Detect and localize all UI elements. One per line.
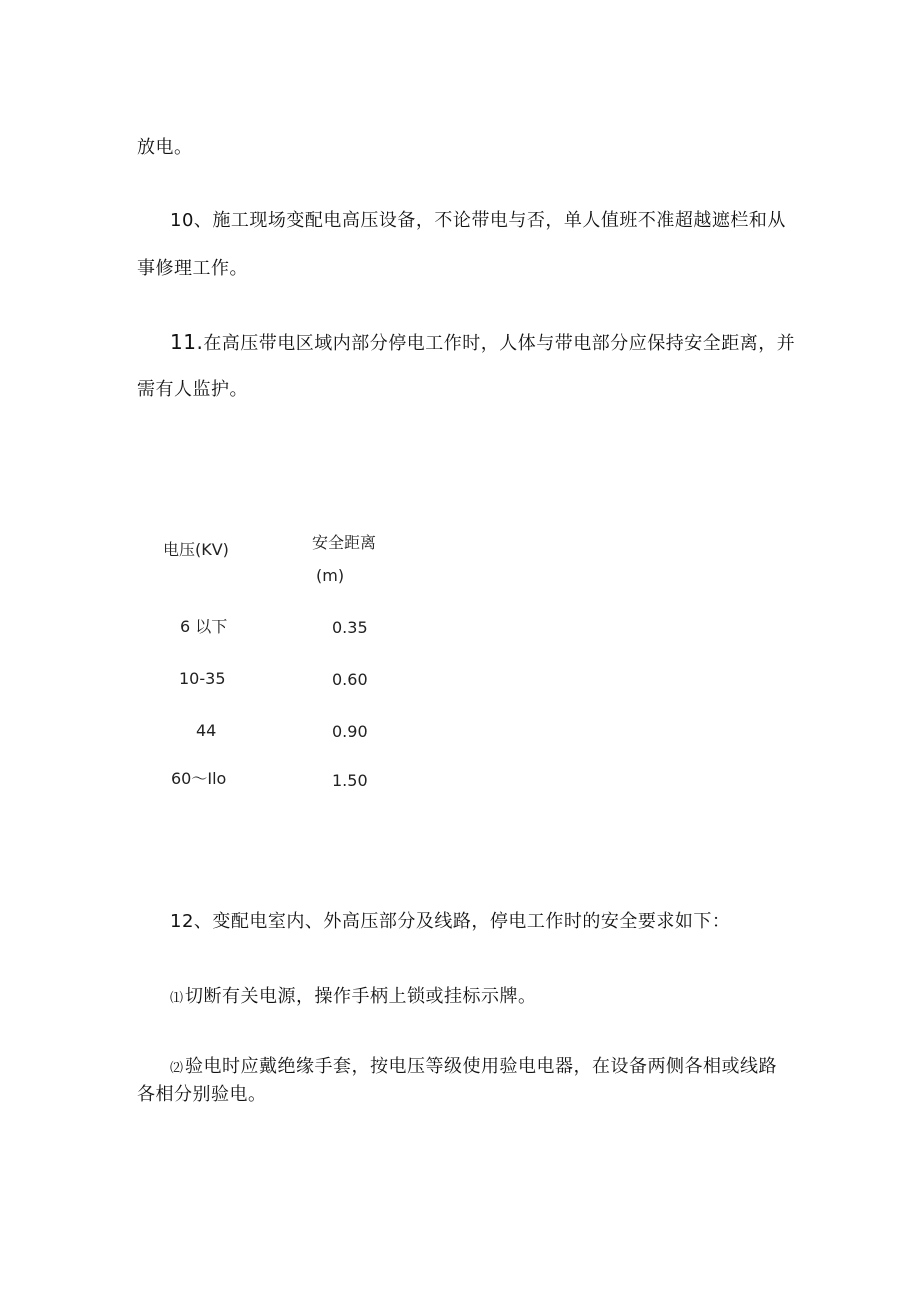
section-12-item-1 (170, 988, 537, 1006)
table-header-unit: (m) (316, 566, 345, 585)
paragraph-11-line-2: 需有人监护。 (137, 379, 248, 400)
table-cell-distance: 0.60 (332, 670, 368, 689)
paragraph-10-line-2: 事修理工作。 (137, 258, 248, 279)
paragraph-11-text: 在高压带电区域内部分停电工作时，人体与带电部分应保持安全距离，并 (203, 333, 796, 354)
paragraph-11-line-1 (170, 332, 795, 353)
table-cell-voltage: 10-35 (179, 669, 226, 688)
paragraph-10-line-1: 10、施工现场变配电高压设备，不论带电与否，单人值班不准超越遮栏和从 (170, 210, 786, 231)
item-1-text: 切断有关电源，操作手柄上锁或挂标示牌。 (185, 986, 537, 1007)
table-header-voltage: 电压(KV) (163, 540, 229, 559)
table-cell-distance: 0.90 (332, 722, 368, 741)
table-header-distance: 安全距离 (312, 533, 377, 552)
paragraph-continuation: 放电。 (137, 137, 193, 158)
table-cell-voltage: 60～Ilo (171, 769, 227, 788)
item-2-text: 验电时应戴绝缘手套，按电压等级使用验电电器，在设备两侧各相或线路 (185, 1056, 778, 1077)
section-12-item-2-line-2: 各相分别验电。 (137, 1084, 267, 1105)
item-1-marker: ⑴ (170, 991, 184, 1006)
table-cell-voltage: 44 (196, 721, 217, 740)
paragraph-11-number: 11. (170, 330, 204, 354)
section-12-heading: 12、变配电室内、外高压部分及线路，停电工作时的安全要求如下： (170, 911, 731, 932)
item-2-marker: ⑵ (170, 1061, 184, 1076)
table-cell-distance: 1.50 (332, 771, 368, 790)
table-cell-voltage: 6 以下 (180, 617, 228, 636)
table-cell-distance: 0.35 (332, 618, 368, 637)
section-12-item-2-line-1 (170, 1058, 777, 1076)
